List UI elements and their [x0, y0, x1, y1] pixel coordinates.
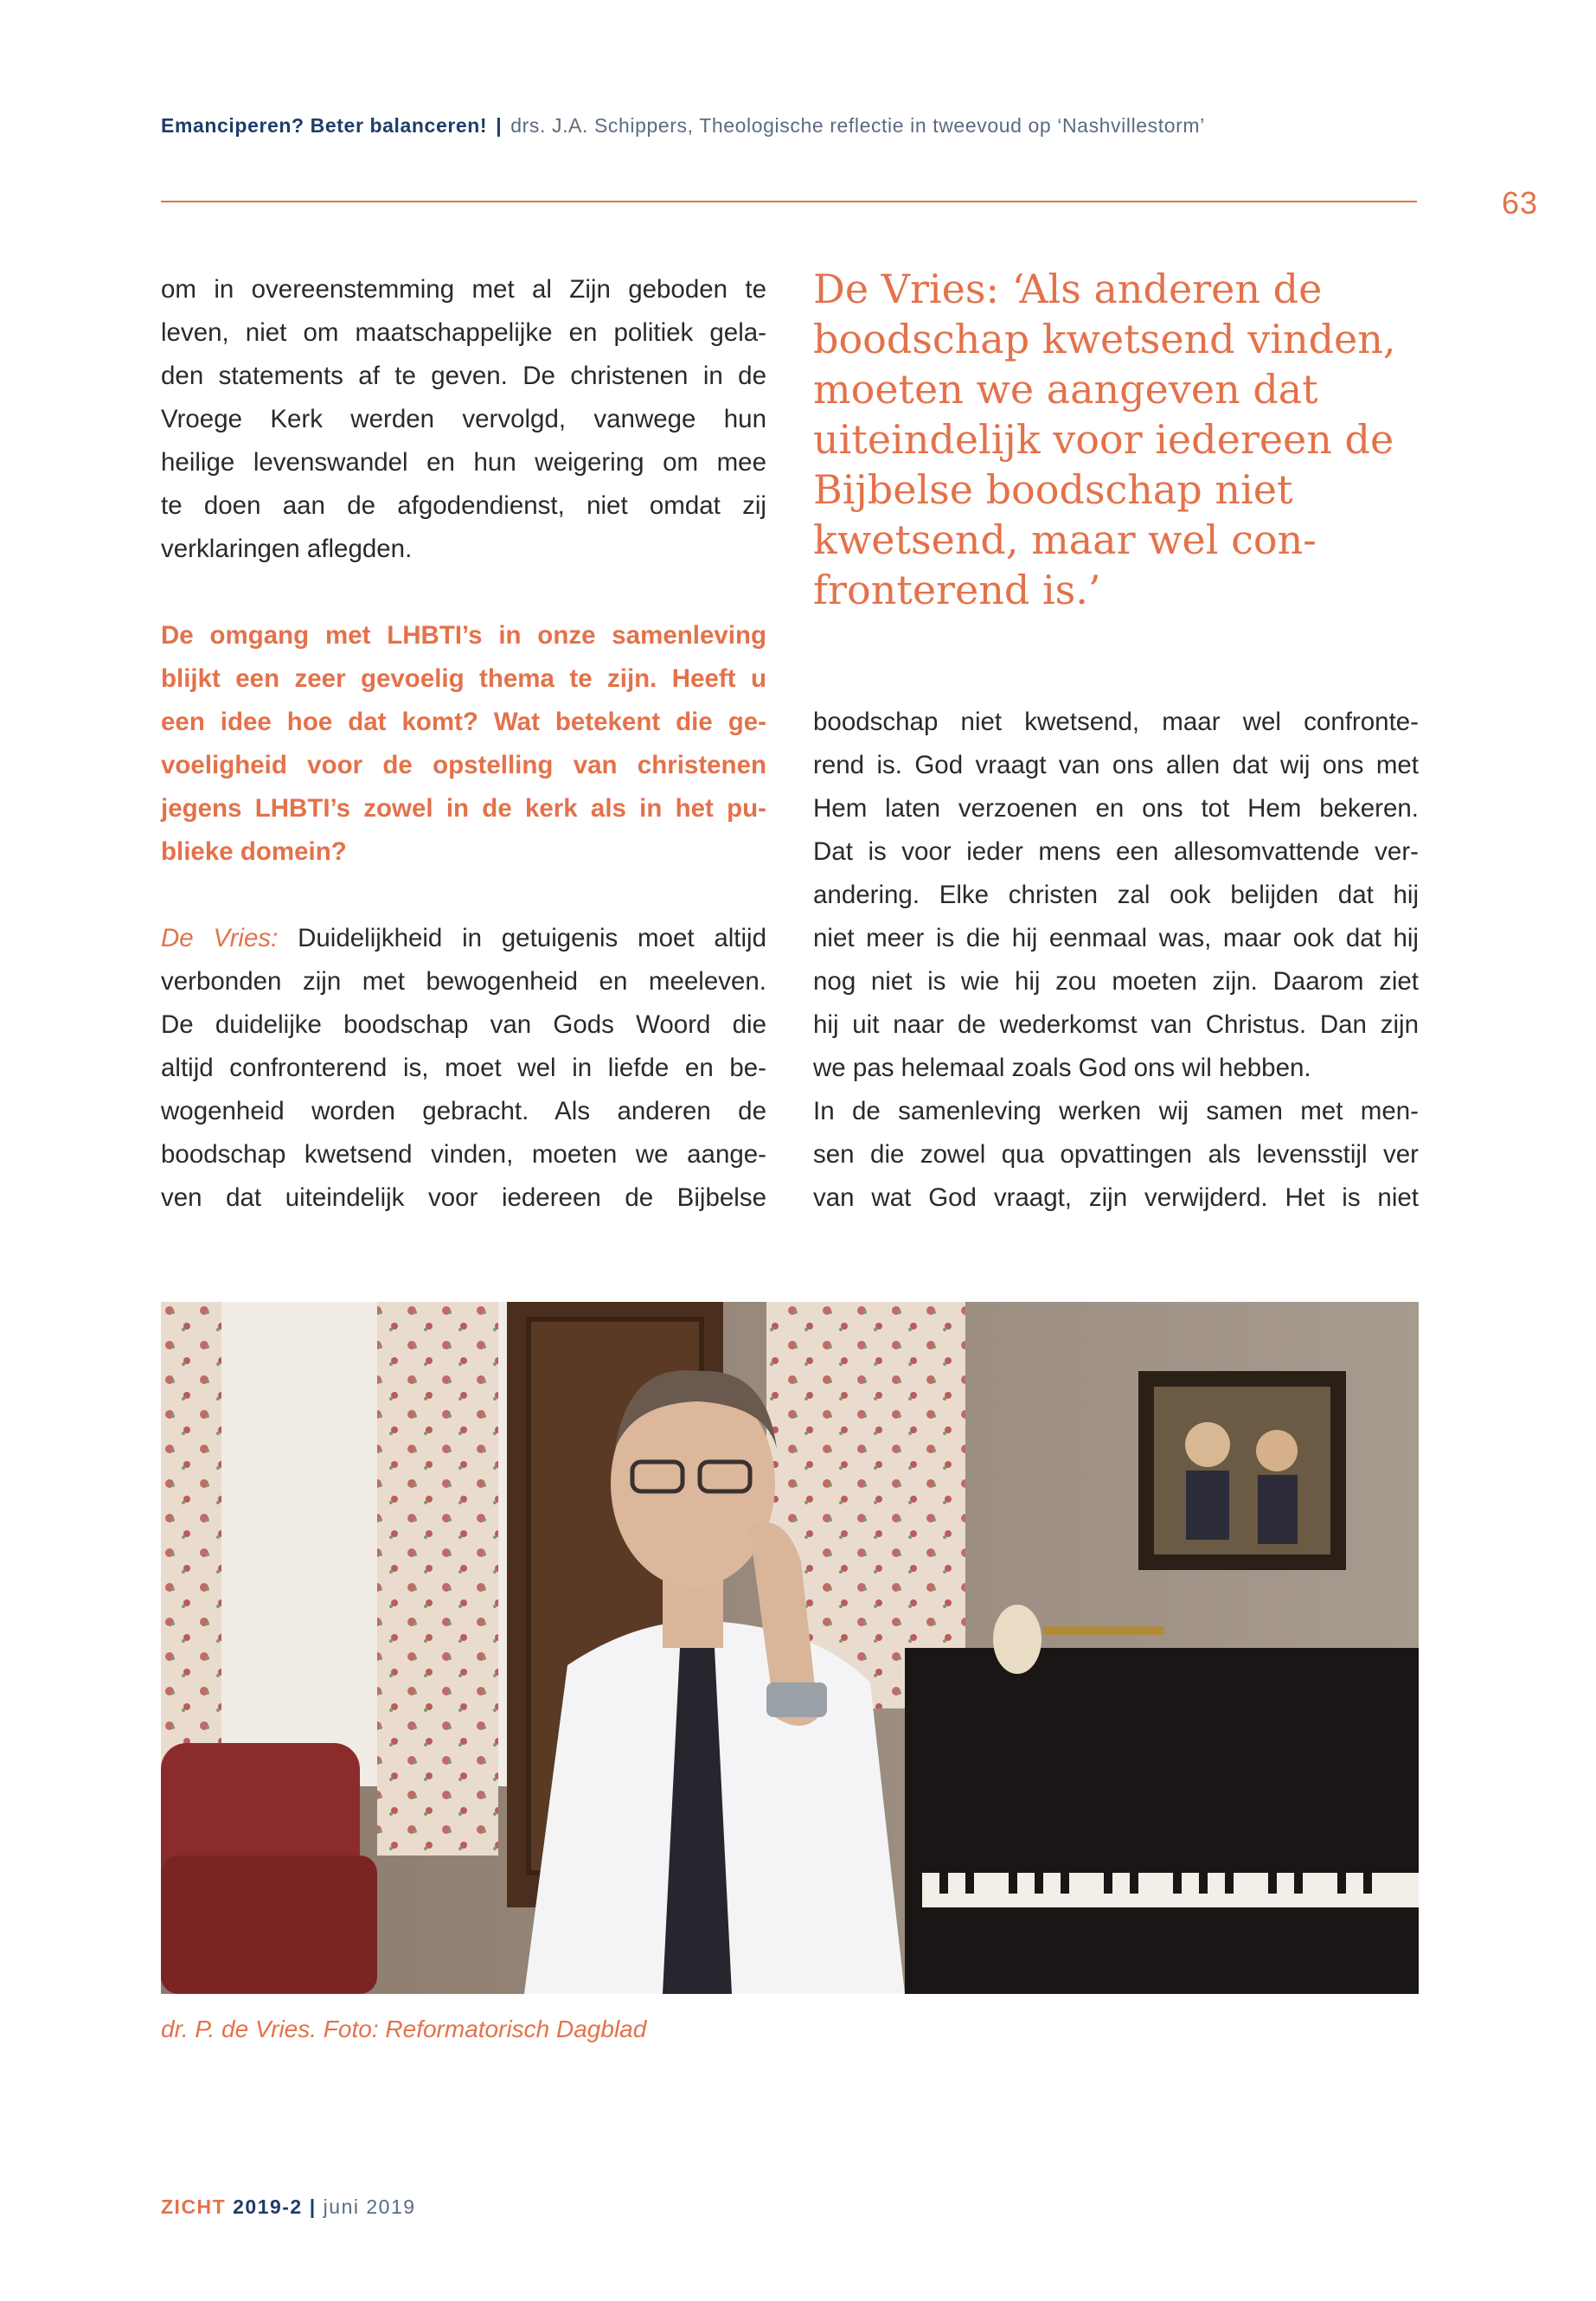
text-line: Hem laten verzoenen en ons tot Hem bekeren. [813, 794, 1419, 823]
page-number: 63 [1502, 185, 1539, 221]
footer-magazine: ZICHT [161, 2195, 227, 2218]
question-line: De omgang met LHBTI’s in onze samenleving [161, 621, 766, 650]
pull-quote-line: moeten we aangeven dat [813, 366, 1318, 413]
text-line: nog niet is wie hij zou moeten zijn. Daarom ziet [813, 967, 1419, 996]
text-line: heilige levenswandel en hun weigering om mee [161, 448, 766, 477]
text-line: verklaringen aflegden. [161, 535, 413, 563]
text-line: sen die zowel qua opvattingen als levensstijl ver [813, 1140, 1419, 1169]
portrait-photo [161, 1302, 1419, 1994]
pull-quote-line: Bijbelse boodschap niet [813, 466, 1293, 513]
pull-quote-line: boodschap kwetsend vinden, [813, 316, 1396, 362]
pull-quote-line: fronterend is.’ [813, 567, 1101, 613]
text-line: In de samenleving werken wij samen met men- [813, 1097, 1419, 1125]
footer-issue: 2019-2 [233, 2195, 303, 2218]
page-footer [161, 2195, 416, 2219]
text-line: boodschap niet kwetsend, maar wel confronte- [813, 708, 1419, 736]
text-line: andering. Elke christen zal ook belijden dat hij [813, 881, 1419, 909]
right-body-text [813, 701, 1419, 1220]
piano-lamp [1043, 1626, 1164, 1635]
text-line: rend is. God vraagt van ons allen dat wij ons met [813, 751, 1419, 779]
text-line: altijd confronterend is, moet wel in liefde en be- [161, 1054, 766, 1082]
text-line: den statements af te geven. De christenen in de [161, 362, 766, 390]
text-line: te doen aan de afgodendienst, niet omdat zij [161, 491, 766, 520]
text-line: van wat God vraagt, zijn verwijderd. Het is niet [813, 1183, 1419, 1212]
portrait-illustration [161, 1302, 1419, 1994]
answer-first-line [161, 917, 766, 960]
red-sofa [161, 1856, 377, 1994]
photo-caption: dr. P. de Vries. Foto: Reformatorisch Dagblad [161, 2016, 647, 2042]
question-line: blieke domein? [161, 837, 347, 866]
text-line: De duidelijke boodschap van Gods Woord die [161, 1010, 766, 1039]
header-separator: | [496, 114, 503, 137]
wristwatch [766, 1682, 827, 1717]
pull-quote [813, 264, 1419, 615]
answer-first-line-text: Duidelijkheid in getuigenis moet altijd [298, 924, 766, 952]
running-header [161, 114, 1424, 138]
curtain-middle [377, 1302, 498, 1856]
text-line: Dat is voor ieder mens een allesomvattende ver- [813, 837, 1419, 866]
header-author-line: drs. J.A. Schippers, Theologische reflectie in tweevoud op ‘Nashvillestorm’ [510, 114, 1205, 137]
question-line: voeligheid voor de opstelling van christenen [161, 751, 766, 779]
pull-quote-line: kwetsend, maar wel con- [813, 516, 1317, 563]
text-line: we pas helemaal zoals God ons wil hebben. [813, 1054, 1311, 1082]
pull-quote-line: uiteindelijk voor iedereen de [813, 416, 1394, 463]
piano [905, 1648, 1419, 1994]
text-line: wogenheid worden gebracht. Als anderen de [161, 1097, 766, 1125]
interview-answer [161, 917, 766, 1220]
bust-statue [993, 1605, 1042, 1674]
pull-quote-line: De Vries: ‘Als anderen de [813, 266, 1323, 312]
header-title: Emanciperen? Beter balanceren! [161, 114, 488, 137]
text-line: verbonden zijn met bewogenheid en meeleven. [161, 967, 766, 996]
text-line: niet meer is die hij eenmaal was, maar ook dat hij [813, 924, 1419, 952]
text-line: leven, niet om maatschappelijke en politiek gela- [161, 318, 766, 347]
footer-separator: | [309, 2195, 317, 2218]
left-intro-paragraph [161, 268, 766, 571]
question-line: blijkt een zeer gevoelig thema te zijn. Heeft u [161, 664, 766, 693]
text-line: ven dat uiteindelijk voor iedereen de Bijbelse [161, 1183, 766, 1212]
footer-date: juni 2019 [323, 2195, 416, 2218]
question-line: een idee hoe dat komt? Wat betekent die ge- [161, 708, 766, 736]
text-line: om in overeenstemming met al Zijn geboden te [161, 275, 766, 304]
answer-speaker: De Vries: [161, 924, 279, 952]
text-line: boodschap kwetsend vinden, moeten we aange- [161, 1140, 766, 1169]
interview-question [161, 614, 766, 874]
question-line: jegens LHBTI’s zowel in de kerk als in het pu- [161, 794, 766, 823]
text-line: Vroege Kerk werden vervolgd, vanwege hun [161, 405, 766, 433]
header-rule [161, 201, 1417, 202]
text-line: hij uit naar de wederkomst van Christus. Dan zijn [813, 1010, 1419, 1039]
